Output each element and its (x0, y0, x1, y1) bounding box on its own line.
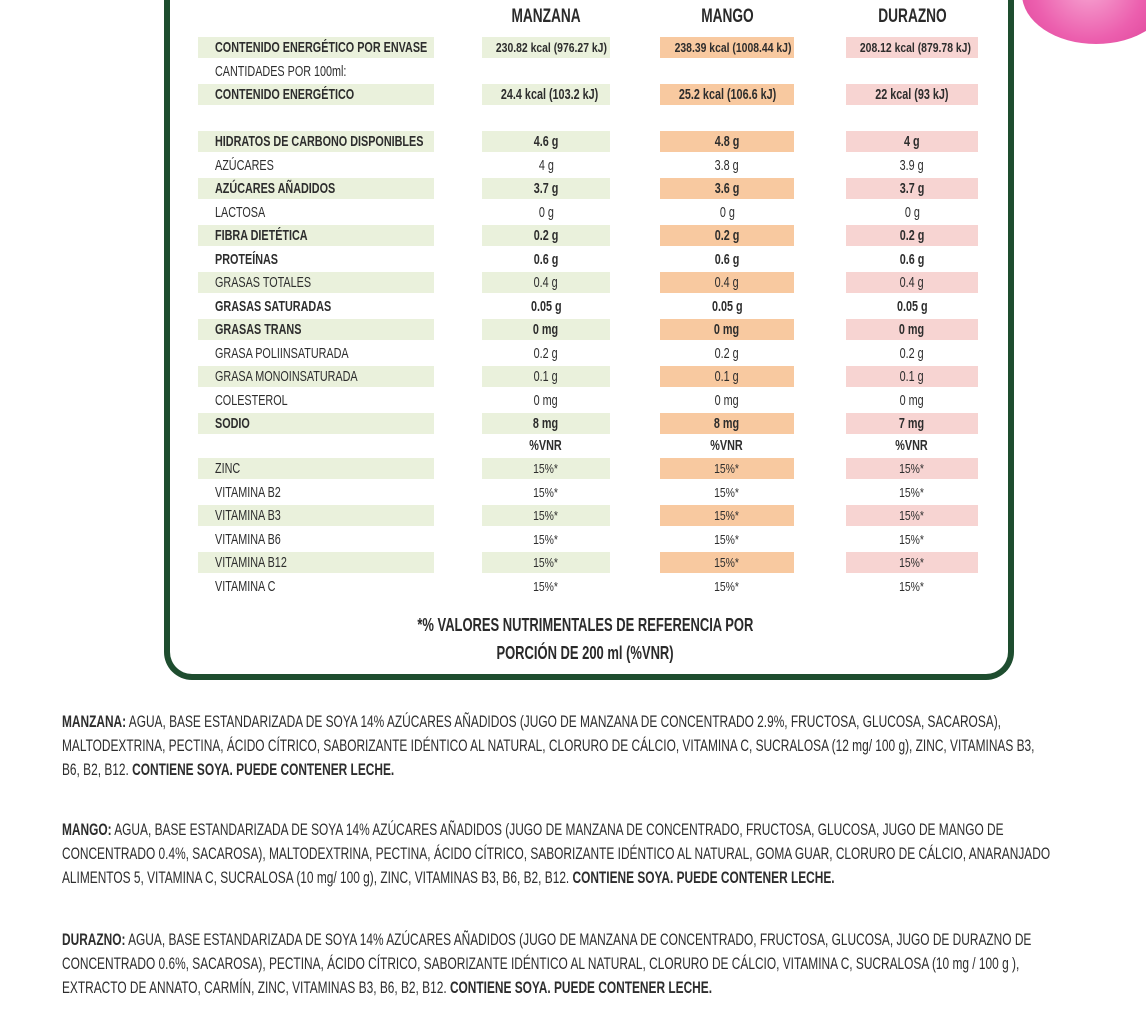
vitamin-row (0, 505, 1146, 526)
value-mango: 0 g (719, 203, 735, 221)
value-mango: 0.05 g (711, 297, 743, 315)
value-manzana: 15%* (533, 484, 559, 500)
value-manzana: 15%* (482, 552, 610, 573)
ingredients-text: CONCENTRADO 0.6%, SACAROSA), PECTINA, ÁCIDO CÍTRICO, SABORIZANTE IDÉNTICO AL NATURAL, CLORURO DE CÁLCIO, VITAMINA C, SUCRALOSA (10 mg / 100 g ), (62, 954, 1020, 973)
ingredients-line (62, 734, 1112, 758)
nutrient-label: FIBRA DIETÉTICA (215, 227, 308, 244)
value-mango: 25.2 kcal (106.6 kJ) (660, 84, 794, 105)
nutrient-row (0, 225, 1146, 246)
ingredients-line (62, 976, 1112, 1000)
value-durazno: 0.6 g (899, 250, 925, 268)
ingredients-text: AGUA, BASE ESTANDARIZADA DE SOYA 14% AZÚCARES AÑADIDOS (JUGO DE MANZANA DE CONCENTRADO, FRUCTOSA, GLUCOSA, JUGO DE MANGO DE (111, 820, 1004, 839)
ingredients-line (62, 818, 1112, 842)
ingredients-paragraph (62, 818, 1114, 890)
value-mango: 4.8 g (660, 131, 794, 152)
value-manzana: 0.6 g (533, 250, 559, 268)
value-mango: 238.39 kcal (1008.44 kJ) (660, 37, 794, 58)
vitamin-row (0, 576, 1146, 597)
value-durazno: 15%* (899, 484, 925, 500)
nutrient-label: CONTENIDO ENERGÉTICO (215, 86, 355, 103)
nutrient-row (0, 131, 1146, 152)
value-durazno: 0.05 g (896, 297, 928, 315)
ingredients-paragraph (62, 928, 1114, 1000)
ingredients-bold-text: CONTIENE SOYA. PUEDE CONTENER LECHE. (132, 760, 395, 779)
nutrient-row (0, 319, 1146, 340)
nutrient-label: ZINC (215, 460, 241, 477)
nutrient-label: GRASAS TOTALES (215, 274, 312, 291)
value-mango (660, 61, 794, 82)
nutrient-row (0, 202, 1146, 223)
nutrient-label: GRASA MONOINSATURADA (215, 368, 358, 385)
vitamin-row (0, 482, 1146, 503)
nutrient-row (0, 272, 1146, 293)
nutrient-label: VITAMINA B3 (215, 507, 281, 524)
value-manzana: 0.2 g (533, 344, 559, 362)
nutrient-label: GRASAS SATURADAS (215, 297, 332, 315)
nutrient-label: VITAMINA C (215, 577, 276, 595)
nutrient-label: VITAMINA B6 (215, 530, 281, 548)
footnote-line-1: *% VALORES NUTRIMENTALES DE REFERENCIA POR (416, 615, 754, 635)
value-durazno: 15%* (899, 578, 925, 594)
value-mango: 0 mg (714, 391, 740, 409)
ingredients-text: CONCENTRADO 0.4%, SACAROSA), MALTODEXTRINA, PECTINA, ÁCIDO CÍTRICO, SABORIZANTE IDÉNTICO AL NATURAL, GOMA GUAR, CLORURO DE CÁLCIO, ANARANJADO (62, 844, 1051, 863)
nutrient-label: VITAMINA B12 (215, 554, 287, 571)
ingredients-line (62, 758, 1112, 782)
ingredients-paragraph (62, 710, 1114, 782)
value-mango: 15%* (714, 578, 740, 594)
ingredients-line (62, 866, 1112, 890)
value-mango: 15%* (714, 484, 740, 500)
nutrient-label: PROTEÍNAS (215, 250, 279, 268)
nutrient-label: SODIO (215, 415, 250, 432)
ingredients-text: B6, B2, B12. (62, 760, 133, 779)
value-mango: 15%* (660, 505, 794, 526)
nutrient-label: HIDRATOS DE CARBONO DISPONIBLES (215, 133, 424, 150)
value-manzana: 0.1 g (482, 366, 610, 387)
value-manzana: 15%* (533, 531, 559, 547)
ingredients-text: AGUA, BASE ESTANDARIZADA DE SOYA 14% AZÚCARES AÑADIDOS (JUGO DE MANZANA DE CONCENTRADO, FRUCTOSA, GLUCOSA, JUGO DE DURAZNO DE (125, 930, 1032, 949)
nutrient-row (0, 296, 1146, 317)
value-durazno: 0.4 g (846, 272, 978, 293)
vnr-header-manzana: %VNR (529, 437, 563, 454)
vnr-header-mango: %VNR (710, 437, 744, 454)
ingredients-line (62, 928, 1112, 952)
nutrient-label: VITAMINA B2 (215, 483, 281, 501)
ingredients-line (62, 842, 1112, 866)
value-durazno: 15%* (846, 552, 978, 573)
ingredients-text: MALTODEXTRINA, PECTINA, ÁCIDO CÍTRICO, SABORIZANTE IDÉNTICO AL NATURAL, CLORURO DE CÁLCIO, VITAMINA C, SUCRALOSA (12 mg/ 100 g), ZINC, VITAMINAS B3, (62, 736, 1035, 755)
ingredients-bold-text: MANGO: (62, 820, 112, 839)
value-durazno: 3.7 g (846, 178, 978, 199)
ingredients-bold-text: CONTIENE SOYA. PUEDE CONTENER LECHE. (572, 868, 835, 887)
value-durazno: 15%* (846, 505, 978, 526)
energy-row (0, 84, 1146, 105)
value-mango: 15%* (714, 531, 740, 547)
value-durazno: 7 mg (846, 413, 978, 434)
vnr-header-durazno: %VNR (895, 437, 929, 454)
nutrient-row (0, 249, 1146, 270)
value-durazno (846, 61, 978, 82)
ingredients-bold-text: DURAZNO: (62, 930, 126, 949)
value-manzana: 4 g (538, 156, 554, 174)
value-durazno: 22 kcal (93 kJ) (846, 84, 978, 105)
nutrient-row (0, 366, 1146, 387)
value-mango: 0.4 g (660, 272, 794, 293)
value-mango: 0.2 g (660, 225, 794, 246)
value-durazno: 0.2 g (899, 344, 925, 362)
value-manzana: 8 mg (482, 413, 610, 434)
value-manzana: 15%* (533, 578, 559, 594)
value-durazno: 0 mg (846, 319, 978, 340)
vitamin-row (0, 552, 1146, 573)
value-manzana: 15%* (482, 458, 610, 479)
energy-row (0, 61, 1146, 82)
value-manzana: 15%* (482, 505, 610, 526)
column-header-durazno: DURAZNO (877, 6, 947, 27)
value-mango: 0 mg (660, 319, 794, 340)
value-manzana: 0.2 g (482, 225, 610, 246)
nutrient-row (0, 155, 1146, 176)
value-manzana: 230.82 kcal (976.27 kJ) (482, 37, 610, 58)
vitamin-row (0, 529, 1146, 550)
ingredients-text: EXTRACTO DE ANNATO, CARMÍN, ZINC, VITAMINAS B3, B6, B2, B12. (62, 978, 450, 997)
vitamin-row (0, 458, 1146, 479)
value-mango: 0.6 g (714, 250, 740, 268)
nutrient-label: CANTIDADES POR 100ml: (215, 63, 347, 80)
value-manzana: 0.05 g (530, 297, 562, 315)
ingredients-line (62, 710, 1112, 734)
ingredients-line (62, 952, 1112, 976)
column-header-manzana: MANZANA (511, 6, 581, 27)
value-mango: 0.1 g (660, 366, 794, 387)
value-durazno: 15%* (899, 531, 925, 547)
value-manzana: 4.6 g (482, 131, 610, 152)
nutrient-label: GRASA POLIINSATURADA (215, 344, 349, 362)
value-mango: 0.2 g (714, 344, 740, 362)
value-manzana: 3.7 g (482, 178, 610, 199)
value-manzana: 0.4 g (482, 272, 610, 293)
value-durazno: 0.1 g (846, 366, 978, 387)
nutrient-row (0, 343, 1146, 364)
nutrient-label: CONTENIDO ENERGÉTICO POR ENVASE (215, 39, 428, 56)
value-durazno: 15%* (846, 458, 978, 479)
nutrient-label: COLESTEROL (215, 391, 288, 409)
energy-row (0, 37, 1146, 58)
value-mango: 15%* (660, 458, 794, 479)
value-durazno: 0.2 g (846, 225, 978, 246)
value-manzana: 0 mg (482, 319, 610, 340)
value-durazno: 3.9 g (899, 156, 925, 174)
ingredients-text: AGUA, BASE ESTANDARIZADA DE SOYA 14% AZÚCARES AÑADIDOS (JUGO DE MANZANA DE CONCENTRADO 2.9%, FRUCTOSA, GLUCOSA, SACAROSA), (126, 712, 1001, 731)
value-durazno: 0 g (904, 203, 920, 221)
value-mango: 15%* (660, 552, 794, 573)
value-mango: 3.8 g (714, 156, 740, 174)
nutrient-label: AZÚCARES AÑADIDOS (215, 180, 336, 197)
value-manzana: 0 mg (533, 391, 559, 409)
value-durazno: 0 mg (899, 391, 925, 409)
value-manzana (482, 61, 610, 82)
vnr-header-row (0, 435, 1146, 456)
footnote-line-2: PORCIÓN DE 200 ml (%VNR) (496, 643, 674, 663)
nutrient-row (0, 178, 1146, 199)
nutrient-label: GRASAS TRANS (215, 321, 302, 338)
nutrient-row (0, 413, 1146, 434)
value-mango: 3.6 g (660, 178, 794, 199)
value-manzana: 24.4 kcal (103.2 kJ) (482, 84, 610, 105)
value-durazno: 4 g (846, 131, 978, 152)
ingredients-text: ALIMENTOS 5, VITAMINA C, SUCRALOSA (10 mg/ 100 g), ZINC, VITAMINAS B3, B6, B2, B12. (62, 868, 573, 887)
value-mango: 8 mg (660, 413, 794, 434)
nutrient-label: AZÚCARES (215, 156, 274, 174)
nutrient-label: LACTOSA (215, 203, 266, 221)
nutrient-row (0, 390, 1146, 411)
value-durazno: 208.12 kcal (879.78 kJ) (846, 37, 978, 58)
column-header-mango: MANGO (700, 6, 754, 27)
ingredients-bold-text: MANZANA: (62, 712, 127, 731)
value-manzana: 0 g (538, 203, 554, 221)
ingredients-bold-text: CONTIENE SOYA. PUEDE CONTENER LECHE. (449, 978, 713, 997)
